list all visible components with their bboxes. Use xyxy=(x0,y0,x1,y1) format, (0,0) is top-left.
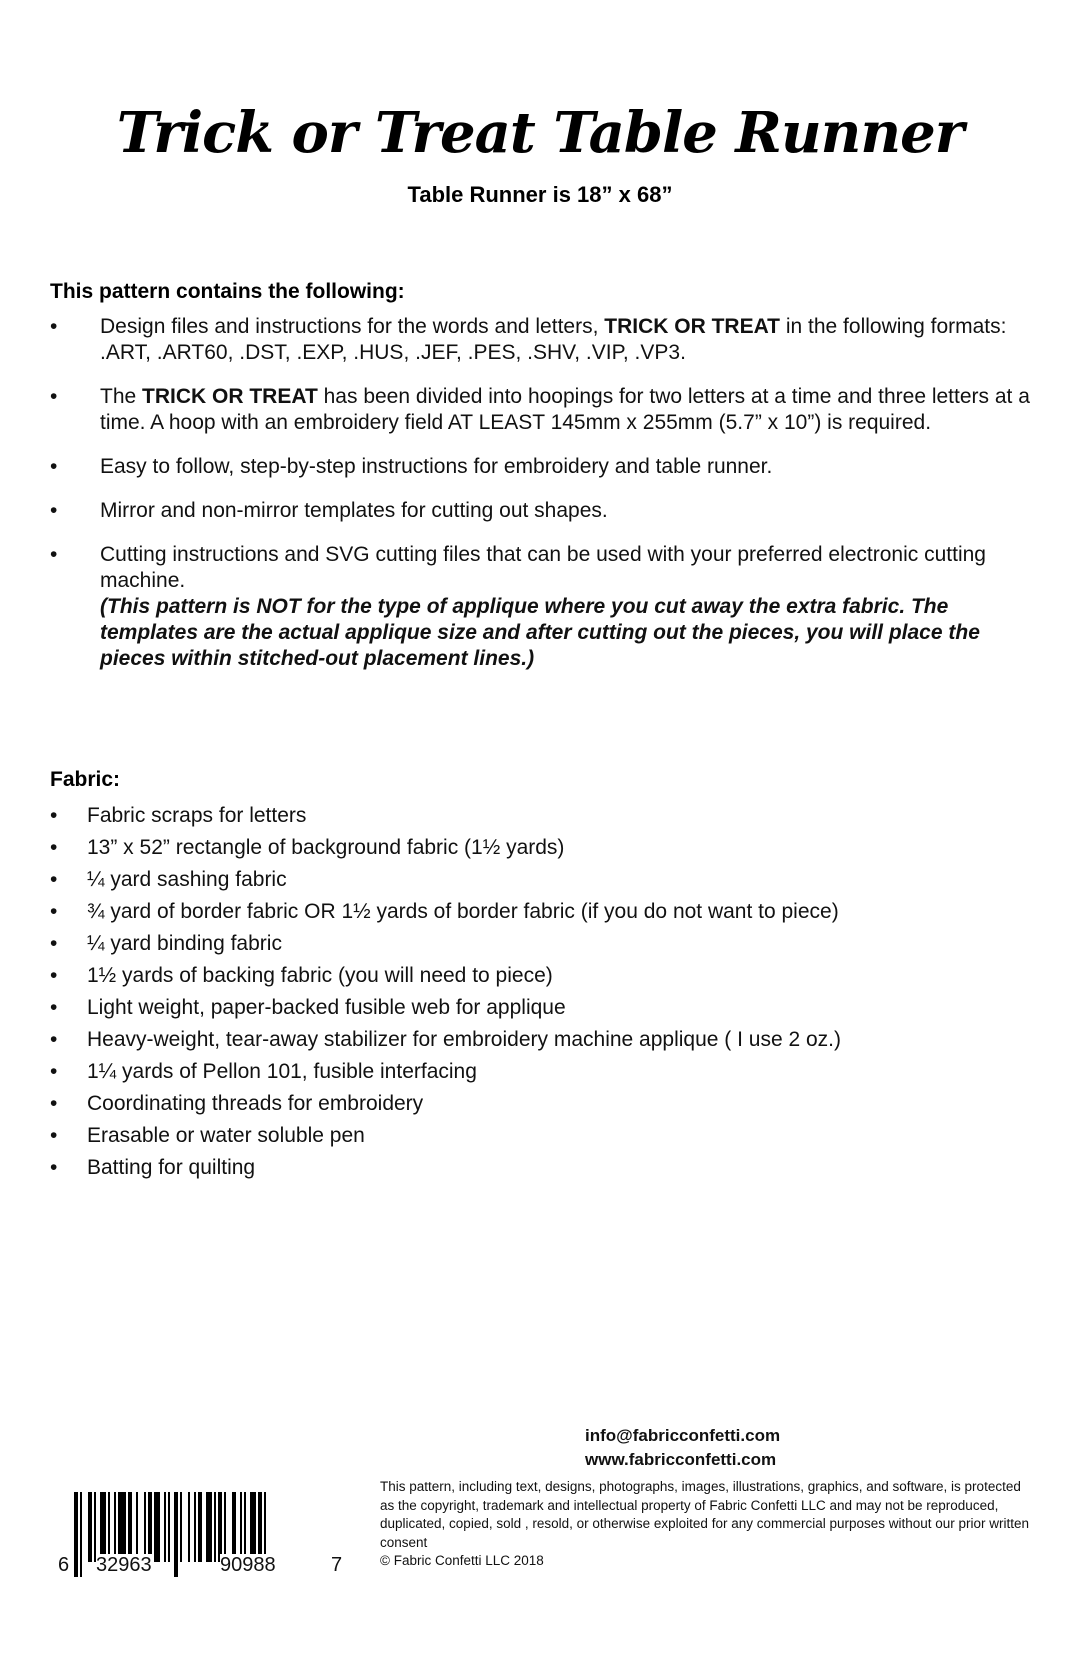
item-text: Cutting instructions and SVG cutting files that can be used with your preferred electronic cutting machine. xyxy=(100,543,986,592)
barcode-bar xyxy=(168,1492,170,1562)
page-title: Trick or Treat Table Runner xyxy=(116,100,964,166)
barcode-bar xyxy=(240,1492,242,1562)
bullet: • xyxy=(50,836,58,859)
barcode-bar xyxy=(154,1492,160,1562)
fabric-item-text: ¼ yard sashing fabric xyxy=(87,868,287,891)
fabric-item xyxy=(50,1152,1030,1184)
barcode-bar xyxy=(232,1492,236,1562)
fabric-item-text: 13” x 52” rectangle of background fabric (1½ yards) xyxy=(87,836,565,859)
item-text: The xyxy=(100,385,143,408)
barcode-bar xyxy=(80,1492,82,1577)
fabric-heading: Fabric: xyxy=(50,768,121,791)
barcode-bar xyxy=(144,1492,146,1562)
barcode-bar xyxy=(224,1492,226,1562)
fabric-item xyxy=(50,1056,1030,1088)
list-item xyxy=(50,542,1030,672)
barcode-bar xyxy=(136,1492,138,1562)
item-text: Design files and instructions for the words and letters, xyxy=(100,315,605,338)
barcode-bar xyxy=(258,1492,262,1562)
page-subtitle: Table Runner is 18” x 68” xyxy=(407,182,673,207)
barcode-bar xyxy=(108,1492,110,1562)
fabric-item-text: 1¼ yards of Pellon 101, fusible interfacing xyxy=(87,1060,477,1083)
barcode-bar xyxy=(114,1492,116,1562)
barcode-left-group: 32963 xyxy=(96,1554,152,1576)
copyright-line: © Fabric Confetti LLC 2018 xyxy=(380,1553,544,1568)
fabric-item xyxy=(50,928,1030,960)
barcode-bar xyxy=(148,1492,152,1562)
contents-list xyxy=(50,314,1030,690)
barcode-right-group: 90988 xyxy=(220,1554,276,1576)
bullet: • xyxy=(50,900,58,923)
bullet: • xyxy=(50,1124,58,1147)
barcode-bar xyxy=(100,1492,106,1562)
barcode-check-digit: 7 xyxy=(331,1554,343,1576)
fabric-item xyxy=(50,992,1030,1024)
fabric-item-text: Erasable or water soluble pen xyxy=(87,1124,365,1147)
fabric-item xyxy=(50,832,1030,864)
fabric-item-text: Batting for quilting xyxy=(87,1156,256,1179)
item-text: Easy to follow, step-by-step instructions for embroidery and table runner. xyxy=(100,455,773,478)
bullet: • xyxy=(50,1060,58,1083)
fabric-item xyxy=(50,960,1030,992)
barcode-bar xyxy=(88,1492,92,1562)
barcode-bar xyxy=(118,1492,126,1562)
barcode-bar xyxy=(128,1492,132,1562)
fabric-item-text: Light weight, paper-backed fusible web for applique xyxy=(87,996,566,1019)
bullet: • xyxy=(50,964,58,987)
legal-notice xyxy=(380,1478,1030,1571)
barcode-bar xyxy=(214,1492,216,1562)
item-bold-text: TRICK OR TREAT xyxy=(142,385,318,408)
list-item xyxy=(50,498,1030,524)
fabric-item xyxy=(50,864,1030,896)
fabric-item-text: Coordinating threads for embroidery xyxy=(87,1092,424,1115)
list-item xyxy=(50,314,1030,366)
barcode-first-digit: 6 xyxy=(58,1554,70,1576)
barcode-bar xyxy=(198,1492,202,1562)
list-item xyxy=(50,384,1030,436)
barcode-bar xyxy=(250,1492,256,1562)
contact-info xyxy=(585,1424,780,1472)
barcode-bar xyxy=(164,1492,166,1562)
barcode-bar xyxy=(174,1492,178,1577)
copyright-notice: This pattern, including text, designs, photographs, images, illustrations, graphics, and software, is protected as the copyright, trademark and intellectual property of Fabric Confetti LLC and may not be reproduced, duplicated, copied, sold , resold, or otherwise exploited for any commercial purposes without our prior written consent xyxy=(380,1479,1030,1550)
barcode-bar xyxy=(194,1492,196,1562)
bullet: • xyxy=(50,804,58,827)
fabric-item xyxy=(50,1120,1030,1152)
barcode-bar xyxy=(74,1492,78,1577)
fabric-item xyxy=(50,1088,1030,1120)
bullet: • xyxy=(50,996,58,1019)
barcode-bar xyxy=(218,1492,222,1562)
website-link[interactable]: www.fabricconfetti.com xyxy=(585,1450,777,1469)
fabric-item-text: ¼ yard binding fabric xyxy=(87,932,282,955)
bullet: • xyxy=(50,315,58,338)
fabric-item-text: 1½ yards of backing fabric (you will need to piece) xyxy=(87,964,553,987)
bullet: • xyxy=(50,932,58,955)
barcode-bar xyxy=(244,1492,246,1562)
fabric-item-text: Heavy-weight, tear-away stabilizer for embroidery machine applique ( I use 2 oz.) xyxy=(87,1028,842,1051)
barcode-bar xyxy=(94,1492,96,1562)
bullet: • xyxy=(50,385,58,408)
barcode-bar xyxy=(206,1492,212,1562)
bullet: • xyxy=(50,543,58,566)
email-link[interactable]: info@fabricconfetti.com xyxy=(585,1426,781,1445)
fabric-item-text: Fabric scraps for letters xyxy=(87,804,307,827)
fabric-item xyxy=(50,800,1030,832)
bullet: • xyxy=(50,499,58,522)
fabric-item-text: ¾ yard of border fabric OR 1½ yards of border fabric (if you do not want to piece) xyxy=(87,900,839,923)
list-item xyxy=(50,454,1030,480)
barcode-bar xyxy=(180,1492,182,1562)
contents-heading: This pattern contains the following: xyxy=(50,280,405,303)
item-text: has been divided into hoopings for two letters at a time and three letters at a time. A hoop with an embroidery field AT LEAST 145mm x 255mm (5.7” x 10”) is required. xyxy=(100,385,1030,434)
fabric-item xyxy=(50,1024,1030,1056)
applique-note: (This pattern is NOT for the type of applique where you cut away the extra fabric. The templates are the actual applique size and after cutting out the pieces, you will place the pieces within stitched-out placement lines.) xyxy=(100,595,980,670)
fabric-item xyxy=(50,896,1030,928)
item-text: in the following formats: .ART, .ART60, .DST, .EXP, .HUS, .JEF, .PES, .SHV, .VIP, .VP3. xyxy=(100,315,1007,364)
bullet: • xyxy=(50,868,58,891)
barcode-bar xyxy=(188,1492,190,1562)
bullet: • xyxy=(50,455,58,478)
bullet: • xyxy=(50,1156,58,1179)
bullet: • xyxy=(50,1092,58,1115)
item-bold-text: TRICK OR TREAT xyxy=(604,315,781,338)
fabric-list xyxy=(50,800,1030,1184)
bullet: • xyxy=(50,1028,58,1051)
item-text: Mirror and non-mirror templates for cutting out shapes. xyxy=(100,499,608,522)
